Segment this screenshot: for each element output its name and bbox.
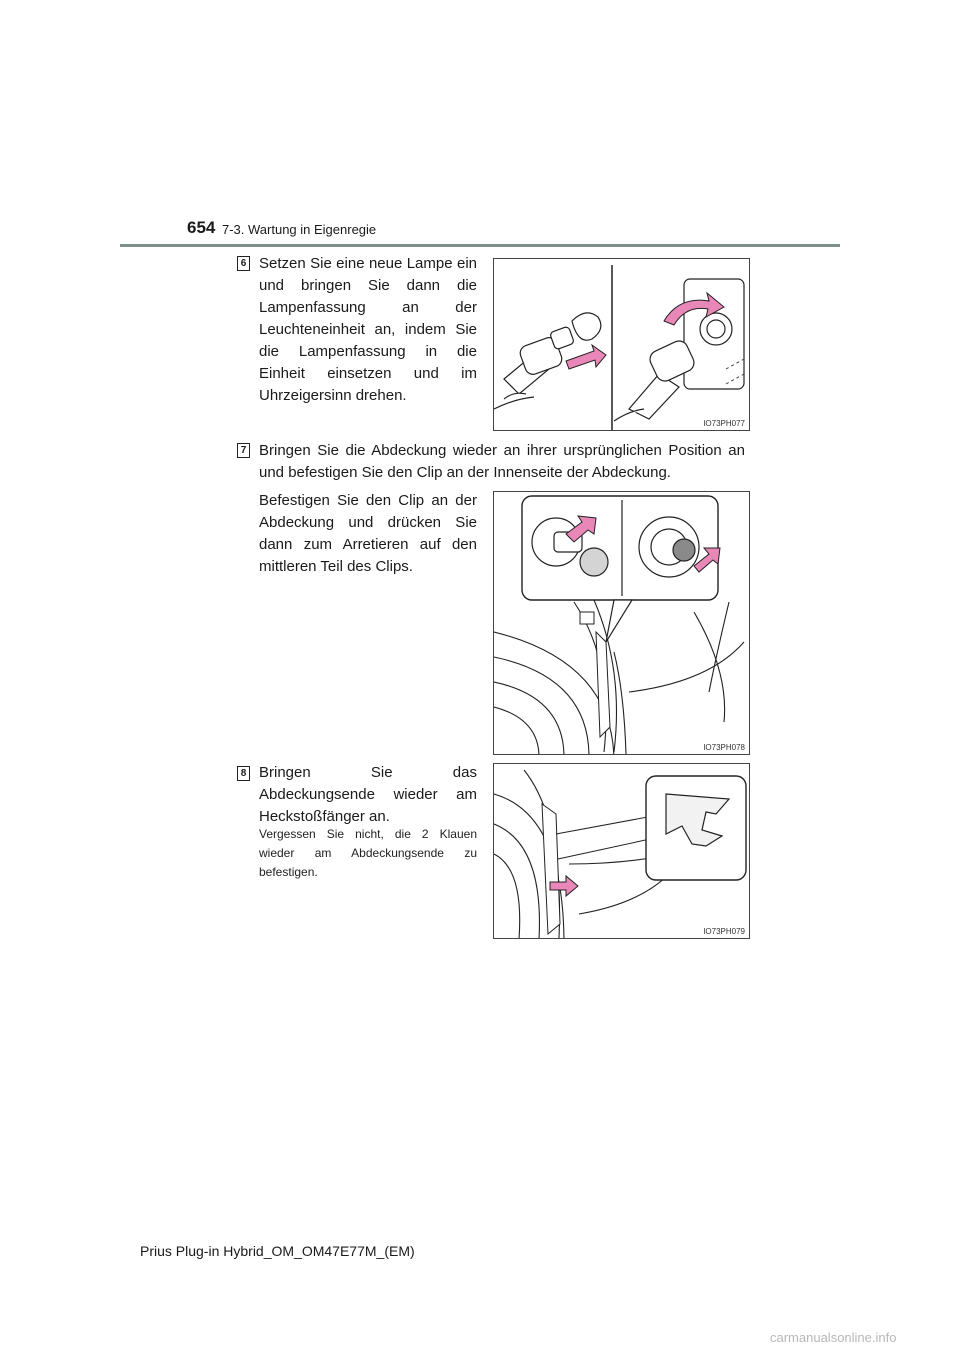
footer-manual-id: Prius Plug-in Hybrid_OM_OM47E77M_(EM) [140, 1243, 415, 1259]
step-badge-7: 7 [237, 443, 250, 458]
header-divider [120, 244, 840, 247]
step-8-note: Vergessen Sie nicht, die 2 Klauen wieder am Abdeckungsende zu befestigen. [259, 827, 477, 879]
figure-code: IO73PH079 [703, 927, 745, 936]
clip-illustration [494, 492, 749, 754]
cover-end-illustration [494, 764, 749, 938]
page-number: 654 [187, 218, 216, 237]
figure-cover-end [493, 763, 750, 939]
step-6-text: Setzen Sie eine neue Lampe ein und bringen Sie dann die Lampenfassung an der Leuchteneinheit an, indem Sie die Lampenfassung in die Einheit einsetzen und im Uhrzeigersinn drehen. [259, 255, 477, 404]
figure-clip [493, 491, 750, 755]
lamp-socket-illustration [494, 259, 749, 430]
step-7-text: Bringen Sie die Abdeckung wieder an ihrer ursprünglichen Position an und befestigen Sie den Clip an der Innenseite der Abdeckung. [259, 442, 745, 481]
section-title: 7-3. Wartung in Eigenregie [222, 222, 377, 237]
watermark: carmanualsonline.info [770, 1330, 897, 1345]
figure-code: IO73PH078 [703, 743, 745, 752]
step-badge-6: 6 [237, 256, 250, 271]
step-badge-8: 8 [237, 766, 250, 781]
figure-lamp-socket [493, 258, 750, 431]
step-7-subtext: Befestigen Sie den Clip an der Abdeckung und drücken Sie dann zum Arretieren auf den mittleren Teil des Clips. [259, 492, 477, 575]
step-8-text: Bringen Sie das Abdeckungsende wieder am Heckstoßfänger an. [259, 764, 477, 825]
figure-code: IO73PH077 [703, 419, 745, 428]
